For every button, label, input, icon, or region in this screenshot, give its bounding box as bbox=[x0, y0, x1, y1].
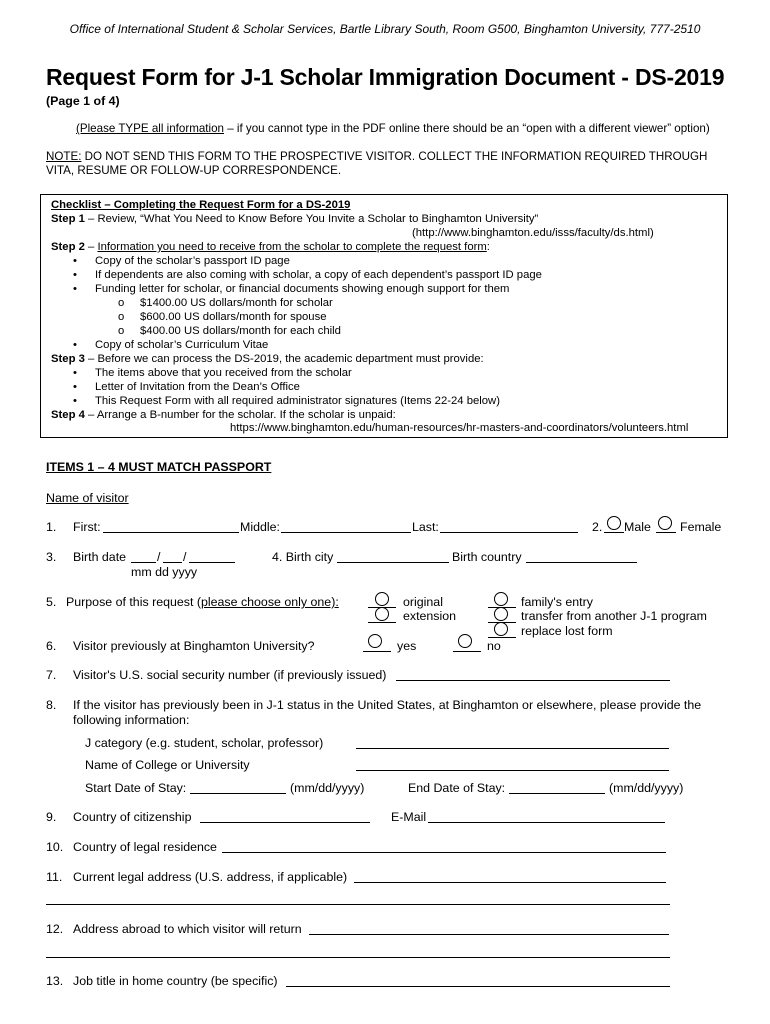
step-3-label: Step 3 bbox=[51, 353, 85, 365]
extension-label: extension bbox=[403, 609, 457, 623]
sub-bullet: o bbox=[118, 325, 125, 337]
birth-country-label: Birth country bbox=[452, 550, 522, 564]
step-4-label: Step 4 bbox=[51, 409, 85, 421]
abroad-address-field[interactable] bbox=[309, 934, 669, 935]
start-date-field[interactable] bbox=[190, 793, 286, 794]
birth-country-field[interactable] bbox=[526, 562, 637, 563]
no-underline bbox=[453, 651, 481, 652]
bullet: • bbox=[73, 339, 77, 351]
step-3-item-1: The items above that you received from the scholar bbox=[95, 367, 352, 379]
bullet: • bbox=[73, 395, 77, 407]
replace-lost-underline bbox=[488, 637, 516, 638]
note-label: NOTE: bbox=[46, 150, 82, 163]
sub-bullet: o bbox=[118, 311, 125, 323]
male-radio[interactable] bbox=[607, 516, 621, 530]
note-text-1: DO NOT SEND THIS FORM TO THE PROSPECTIVE VISITOR. COLLECT THE INFORMATION REQUIRED THROUGH bbox=[81, 150, 708, 163]
email-field[interactable] bbox=[428, 822, 665, 823]
step-3-item-2: Letter of Invitation from the Dean’s Office bbox=[95, 381, 300, 393]
family-entry-radio[interactable] bbox=[494, 592, 508, 606]
original-radio[interactable] bbox=[375, 592, 389, 606]
start-date-label: Start Date of Stay: bbox=[85, 781, 187, 795]
sub-bullet: o bbox=[118, 297, 125, 309]
bullet: • bbox=[73, 269, 77, 281]
purpose-choose: please choose only one): bbox=[201, 595, 339, 609]
middle-name-field[interactable] bbox=[281, 532, 411, 533]
type-instruction bbox=[76, 122, 710, 135]
no-radio[interactable] bbox=[458, 634, 472, 648]
last-name-field[interactable] bbox=[440, 532, 578, 533]
item-number-12: 12. bbox=[46, 922, 64, 936]
birth-city-field[interactable] bbox=[337, 562, 449, 563]
step-3 bbox=[51, 353, 484, 365]
abroad-address-label: Address abroad to which visitor will return bbox=[73, 922, 302, 936]
transfer-label: transfer from another J-1 program bbox=[521, 609, 707, 623]
office-header: Office of International Student & Scholar Services, Bartle Library South, Room G500, Binghamton University, 777-2510 bbox=[69, 22, 701, 36]
item-number-5: 5. bbox=[46, 595, 57, 609]
replace-lost-radio[interactable] bbox=[494, 622, 508, 636]
extension-underline bbox=[368, 622, 396, 623]
j-category-label: J category (e.g. student, scholar, professor) bbox=[85, 736, 324, 750]
purpose-text: Purpose of this request ( bbox=[66, 595, 201, 609]
current-address-field[interactable] bbox=[354, 882, 666, 883]
item-number-9: 9. bbox=[46, 810, 57, 824]
step-2-text: Information you need to receive from the scholar to complete the request form bbox=[97, 241, 487, 253]
birth-month-field[interactable] bbox=[131, 562, 156, 563]
type-instruction-suffix: – if you cannot type in the PDF online there should be an “open with a different viewer” option) bbox=[224, 122, 710, 135]
abroad-address-field-line-2[interactable] bbox=[46, 957, 670, 958]
checklist-heading: Checklist – Completing the Request Form for a DS-2019 bbox=[51, 199, 351, 211]
cv-item: Copy of scholar’s Curriculum Vitae bbox=[95, 339, 269, 351]
item-number-7: 7. bbox=[46, 668, 57, 682]
family-entry-label: family's entry bbox=[521, 595, 593, 609]
item-number-8: 8. bbox=[46, 698, 57, 712]
name-of-visitor-label: Name of visitor bbox=[46, 491, 129, 505]
step-2-colon: : bbox=[486, 241, 490, 253]
page-indicator: (Page 1 of 4) bbox=[46, 94, 120, 108]
college-label: Name of College or University bbox=[85, 758, 250, 772]
male-label: Male bbox=[624, 520, 651, 534]
start-date-format: (mm/dd/yyyy) bbox=[290, 781, 365, 795]
prev-binghamton-label: Visitor previously at Binghamton University? bbox=[73, 639, 315, 653]
female-radio[interactable] bbox=[658, 516, 672, 530]
item-number-3: 3. bbox=[46, 550, 57, 564]
yes-radio[interactable] bbox=[368, 634, 382, 648]
replace-lost-label: replace lost form bbox=[521, 624, 613, 638]
end-date-label: End Date of Stay: bbox=[408, 781, 506, 795]
current-address-label: Current legal address (U.S. address, if applicable) bbox=[73, 870, 348, 884]
item-number-10: 10. bbox=[46, 840, 64, 854]
legal-residence-field[interactable] bbox=[222, 852, 666, 853]
item-number-2: 2. bbox=[592, 520, 603, 534]
job-title-field[interactable] bbox=[286, 986, 670, 987]
transfer-radio[interactable] bbox=[494, 607, 508, 621]
yes-underline bbox=[363, 651, 391, 652]
female-underline bbox=[656, 532, 676, 533]
birth-day-field[interactable] bbox=[163, 562, 182, 563]
step-4-text: – Arrange a B-number for the scholar. If the scholar is unpaid: bbox=[84, 409, 396, 421]
bullet: • bbox=[73, 367, 77, 379]
birth-date-format: mm dd yyyy bbox=[131, 565, 198, 579]
prev-j1-line-1: If the visitor has previously been in J-1 status in the United States, at Binghamton or elsewhere, please provide the bbox=[73, 698, 702, 712]
step-2-dash: – bbox=[84, 241, 98, 253]
first-name-field[interactable] bbox=[103, 532, 239, 533]
j-category-field[interactable] bbox=[356, 748, 669, 749]
step-2-item-1: Copy of the scholar’s passport ID page bbox=[95, 255, 290, 267]
step-4-url[interactable]: https://www.binghamton.edu/human-resources/hr-masters-and-coordinators/volunteers.html bbox=[230, 422, 689, 434]
form-title: Request Form for J-1 Scholar Immigration Document - DS-2019 bbox=[46, 64, 725, 90]
step-2-label: Step 2 bbox=[51, 241, 85, 253]
item-number-11: 11. bbox=[46, 870, 63, 884]
job-title-label: Job title in home country (be specific) bbox=[73, 974, 278, 988]
bullet: • bbox=[73, 381, 77, 393]
note-line-1 bbox=[46, 150, 707, 163]
step-4 bbox=[51, 409, 396, 421]
male-underline bbox=[604, 532, 624, 533]
items-heading: ITEMS 1 – 4 MUST MATCH PASSPORT bbox=[46, 460, 272, 474]
birth-city-label: 4. Birth city bbox=[272, 550, 334, 564]
step-2 bbox=[51, 241, 490, 253]
middle-name-label: Middle: bbox=[240, 520, 280, 534]
current-address-field-line-2[interactable] bbox=[46, 904, 670, 905]
step-3-text: – Before we can process the DS-2019, the academic department must provide: bbox=[84, 353, 484, 365]
note-line-2: VITA, RESUME OR FOLLOW-UP CORRESPONDENCE. bbox=[46, 164, 342, 177]
step-2-item-3: Funding letter for scholar, or financial documents showing enough support for them bbox=[95, 283, 510, 295]
step-1 bbox=[51, 213, 538, 225]
bullet: • bbox=[73, 255, 77, 267]
bullet: • bbox=[73, 283, 77, 295]
type-instruction-prefix: (Please TYPE all information bbox=[76, 122, 224, 135]
last-name-label: Last: bbox=[412, 520, 439, 534]
no-label: no bbox=[487, 639, 501, 653]
funding-item-1: $1400.00 US dollars/month for scholar bbox=[140, 297, 333, 309]
funding-item-2: $600.00 US dollars/month for spouse bbox=[140, 311, 327, 323]
ssn-field[interactable] bbox=[396, 680, 670, 681]
birth-date-label: Birth date bbox=[73, 550, 127, 564]
birth-date-slash: / bbox=[183, 550, 187, 564]
citizenship-label: Country of citizenship bbox=[73, 810, 192, 824]
end-date-field[interactable] bbox=[509, 793, 605, 794]
extension-radio[interactable] bbox=[375, 607, 389, 621]
legal-residence-label: Country of legal residence bbox=[73, 840, 217, 854]
prev-j1-line-2: following information: bbox=[73, 713, 190, 727]
funding-item-3: $400.00 US dollars/month for each child bbox=[140, 325, 341, 337]
step-1-text: – Review, “What You Need to Know Before You Invite a Scholar to Binghamton University” bbox=[84, 213, 539, 225]
yes-label: yes bbox=[397, 639, 417, 653]
purpose-label bbox=[66, 595, 339, 609]
step-2-item-2: If dependents are also coming with scholar, a copy of each dependent’s passport ID page bbox=[95, 269, 542, 281]
item-number-6: 6. bbox=[46, 639, 57, 653]
college-field[interactable] bbox=[356, 770, 669, 771]
email-label: E-Mail bbox=[391, 810, 427, 824]
step-1-label: Step 1 bbox=[51, 213, 85, 225]
female-label: Female bbox=[680, 520, 722, 534]
birth-year-field[interactable] bbox=[189, 562, 235, 563]
step-3-item-3: This Request Form with all required administrator signatures (Items 22-24 below) bbox=[95, 395, 500, 407]
step-1-url: (http://www.binghamton.edu/isss/faculty/ds.html) bbox=[412, 227, 654, 239]
birth-date-slash: / bbox=[157, 550, 161, 564]
original-label: original bbox=[403, 595, 443, 609]
item-number-1: 1. bbox=[46, 520, 57, 534]
citizenship-field[interactable] bbox=[200, 822, 370, 823]
item-number-13: 13. bbox=[46, 974, 64, 988]
end-date-format: (mm/dd/yyyy) bbox=[609, 781, 684, 795]
first-name-label: First: bbox=[73, 520, 101, 534]
ssn-label: Visitor's U.S. social security number (if previously issued) bbox=[73, 668, 387, 682]
